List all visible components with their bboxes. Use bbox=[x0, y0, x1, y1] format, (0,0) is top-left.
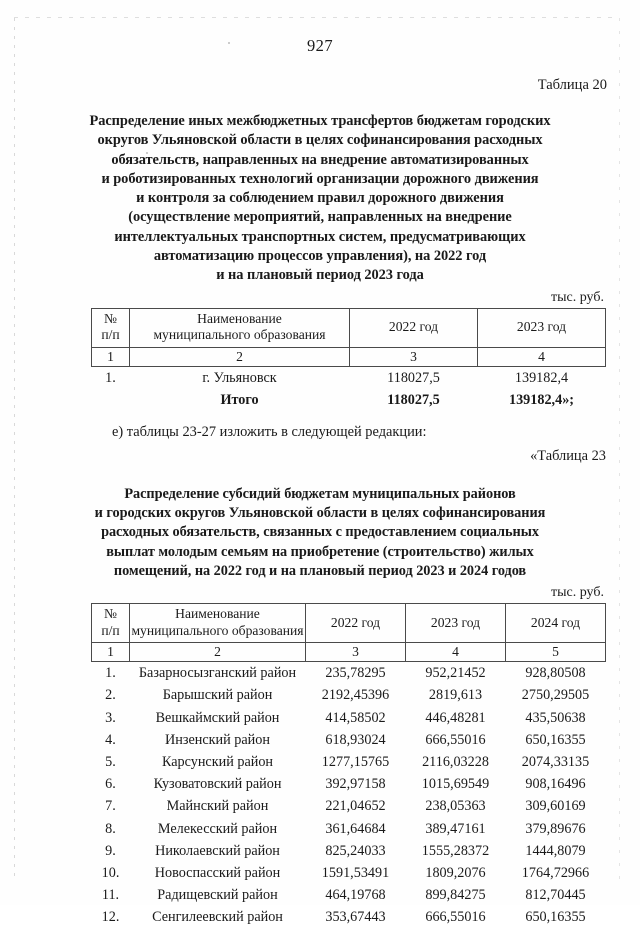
section1-title-line: интеллектуальных транспортных систем, предусматривающих bbox=[114, 228, 526, 245]
table-20-colnum: 4 bbox=[478, 347, 606, 366]
row-value-2024: 1764,72966 bbox=[521, 864, 590, 881]
table-23-header-2022: 2022 год bbox=[306, 604, 406, 643]
table-20-colnum-row bbox=[92, 347, 606, 366]
row-name: Инзенский район bbox=[165, 731, 270, 748]
table-20-header-2022: 2022 год bbox=[350, 308, 478, 347]
row-number: 7. bbox=[105, 798, 116, 815]
header-name-line1: Наименование bbox=[175, 606, 260, 622]
row-number: 1. bbox=[105, 665, 116, 682]
section1-title-line: и на плановый период 2023 года bbox=[216, 267, 424, 284]
header-np-line1: № bbox=[104, 606, 117, 622]
row-number: 12. bbox=[101, 909, 120, 926]
section1-title-line: и роботизированных технологий организации дорожного движения bbox=[101, 170, 539, 187]
row-value-2024: 650,16355 bbox=[525, 731, 586, 748]
row-value-2022: 414,58502 bbox=[325, 709, 386, 726]
table-row bbox=[92, 818, 606, 840]
row-value-2023: 2819,613 bbox=[428, 687, 483, 704]
row-name: Сенгилеевский район bbox=[152, 909, 283, 926]
table-row bbox=[92, 862, 606, 884]
section2-title-line: расходных обязательств, связанных с предоставлением социальных bbox=[101, 524, 539, 541]
total-label: Итого bbox=[220, 391, 259, 408]
section2-title bbox=[59, 485, 581, 581]
table-20-colnum: 3 bbox=[350, 347, 478, 366]
row-name: Кузоватовский район bbox=[153, 776, 282, 793]
table-20-header-np bbox=[92, 308, 130, 347]
row-value-2022: 464,19768 bbox=[325, 887, 386, 904]
row-name: Мелекесский район bbox=[157, 820, 278, 837]
table-row bbox=[92, 684, 606, 706]
table-23-header-2024: 2024 год bbox=[506, 604, 606, 643]
table-23-colnum: 2 bbox=[130, 643, 306, 662]
row-name: Новоспасский район bbox=[154, 864, 281, 881]
row-value-2023: 1015,69549 bbox=[421, 776, 490, 793]
row-value-2023: 446,48281 bbox=[425, 709, 486, 726]
row-value-2024: 2750,29505 bbox=[521, 687, 590, 704]
row-number: 2. bbox=[105, 687, 116, 704]
table-20-colnum: 2 bbox=[130, 347, 350, 366]
row-name: Базарносызганский район bbox=[138, 665, 297, 682]
section2-title-line: Распределение субсидий бюджетам муниципальных районов bbox=[124, 486, 516, 503]
row-value-2024: 812,70445 bbox=[525, 887, 586, 904]
section1-title-line: Распределение иных межбюджетных трансфертов бюджетам городских bbox=[89, 113, 551, 129]
row-value-2022: 221,04652 bbox=[325, 798, 386, 815]
header-name-line2: муниципального образования bbox=[131, 622, 304, 638]
table-23-header-2023: 2023 год bbox=[406, 604, 506, 643]
table-row bbox=[92, 906, 606, 928]
table-23-colnum: 1 bbox=[92, 643, 130, 662]
row-value-2024: 650,16355 bbox=[525, 909, 586, 926]
row-value-2022: 118027,5 bbox=[387, 369, 440, 386]
table-20-header-row bbox=[92, 308, 606, 347]
table-total-row bbox=[92, 389, 606, 411]
row-value-2022: 353,67443 bbox=[325, 909, 386, 926]
row-number: 1. bbox=[105, 369, 116, 386]
table-row bbox=[92, 662, 606, 685]
table-20-header-name bbox=[130, 308, 350, 347]
table-23-colnum: 4 bbox=[406, 643, 506, 662]
row-value-2023: 952,21452 bbox=[425, 665, 486, 682]
table-23-colnum: 3 bbox=[306, 643, 406, 662]
table-23-colnum: 5 bbox=[506, 643, 606, 662]
row-value-2024: 379,89676 bbox=[525, 820, 586, 837]
section1-title bbox=[70, 112, 570, 286]
header-name-line1: Наименование bbox=[197, 310, 282, 326]
section1-title-line: обязательств, направленных на внедрение автоматизированных bbox=[111, 151, 529, 168]
row-value-2022: 2192,45396 bbox=[321, 687, 390, 704]
page-number: 927 bbox=[307, 36, 333, 55]
row-value-2022: 392,97158 bbox=[325, 776, 386, 793]
row-number: 10. bbox=[101, 864, 120, 881]
row-value-2022: 1591,53491 bbox=[321, 864, 390, 881]
total-value-2022: 118027,5 bbox=[387, 391, 440, 408]
table-20 bbox=[91, 308, 606, 411]
section1-units: тыс. руб. bbox=[551, 289, 604, 305]
section2-title-line: помещений, на 2022 год и на плановый период 2023 и 2024 годов bbox=[113, 562, 527, 579]
table-20-label: Таблица 20 bbox=[537, 77, 607, 93]
row-value-2022: 361,64684 bbox=[325, 820, 386, 837]
row-value-2022: 825,24033 bbox=[325, 842, 386, 859]
row-number: 11. bbox=[101, 887, 120, 904]
table-20-colnum: 1 bbox=[92, 347, 130, 366]
row-value-2022: 1277,15765 bbox=[321, 753, 390, 770]
table-row bbox=[92, 840, 606, 862]
header-np-line1: № bbox=[104, 310, 117, 326]
table-20-header-2023: 2023 год bbox=[478, 308, 606, 347]
row-name: г. Ульяновск bbox=[202, 369, 277, 386]
header-np-line2: п/п bbox=[101, 327, 120, 343]
row-value-2023: 1555,28372 bbox=[421, 842, 490, 859]
row-value-2023: 139182,4 bbox=[514, 369, 569, 386]
table-row bbox=[92, 707, 606, 729]
row-value-2024: 928,80508 bbox=[525, 665, 586, 682]
row-number: 8. bbox=[105, 820, 116, 837]
row-value-2022: 235,78295 bbox=[325, 665, 386, 682]
row-number: 4. bbox=[105, 731, 116, 748]
table-row bbox=[92, 751, 606, 773]
table-23-colnum-row bbox=[92, 643, 606, 662]
table-row bbox=[92, 884, 606, 906]
table-row bbox=[92, 795, 606, 817]
interstitial-text: е) таблицы 23-27 изложить в следующей редакции: bbox=[112, 424, 427, 441]
row-value-2024: 2074,33135 bbox=[521, 753, 590, 770]
table-row bbox=[92, 366, 606, 389]
total-number bbox=[92, 389, 130, 411]
row-number: 9. bbox=[105, 842, 116, 859]
row-value-2024: 435,50638 bbox=[525, 709, 586, 726]
table-23-header-name bbox=[130, 604, 306, 643]
table-23-header-row bbox=[92, 604, 606, 643]
row-name: Вешкаймский район bbox=[155, 709, 280, 726]
row-name: Майнский район bbox=[166, 798, 269, 815]
row-name: Карсунский район bbox=[161, 753, 274, 770]
row-number: 5. bbox=[105, 753, 116, 770]
row-value-2023: 389,47161 bbox=[425, 820, 486, 837]
table-row bbox=[92, 729, 606, 751]
section1-title-line: автоматизацию процессов управления), на 2022 год bbox=[153, 248, 487, 265]
row-value-2024: 309,60169 bbox=[525, 798, 586, 815]
table-23-label: «Таблица 23 bbox=[530, 448, 606, 465]
row-name: Николаевский район bbox=[155, 842, 280, 859]
row-number: 6. bbox=[105, 776, 116, 793]
row-number: 3. bbox=[105, 709, 116, 726]
section1-title-line: (осуществление мероприятий, направленных на внедрение bbox=[128, 209, 512, 226]
row-name: Радищевский район bbox=[157, 887, 278, 904]
section1-title-line: и контроля за соблюдением правил дорожного движения bbox=[136, 190, 504, 207]
header-name-line2: муниципального образования bbox=[153, 327, 326, 343]
row-value-2023: 238,05363 bbox=[425, 798, 486, 815]
section1-title-line: округов Ульяновской области в целях софинансирования расходных bbox=[97, 132, 543, 149]
row-name: Барышский район bbox=[162, 687, 273, 704]
row-value-2023: 666,55016 bbox=[425, 909, 486, 926]
row-value-2024: 1444,8079 bbox=[525, 842, 586, 859]
row-value-2023: 899,84275 bbox=[425, 887, 486, 904]
section2-title-line: выплат молодым семьям на приобретение (строительство) жилых bbox=[106, 543, 534, 560]
row-value-2023: 666,55016 bbox=[425, 731, 486, 748]
section2-title-line: и городских округов Ульяновской области в целях софинансирования bbox=[94, 505, 546, 522]
row-value-2022: 618,93024 bbox=[325, 731, 386, 748]
row-value-2024: 908,16496 bbox=[525, 776, 586, 793]
row-value-2023: 1809,2076 bbox=[425, 864, 486, 881]
section2-units: тыс. руб. bbox=[551, 585, 604, 601]
table-23 bbox=[91, 603, 606, 928]
total-value-2023: 139182,4»; bbox=[508, 391, 575, 408]
table-23-header-np bbox=[92, 604, 130, 643]
header-np-line2: п/п bbox=[101, 622, 120, 638]
table-row bbox=[92, 773, 606, 795]
row-value-2023: 2116,03228 bbox=[422, 753, 489, 770]
